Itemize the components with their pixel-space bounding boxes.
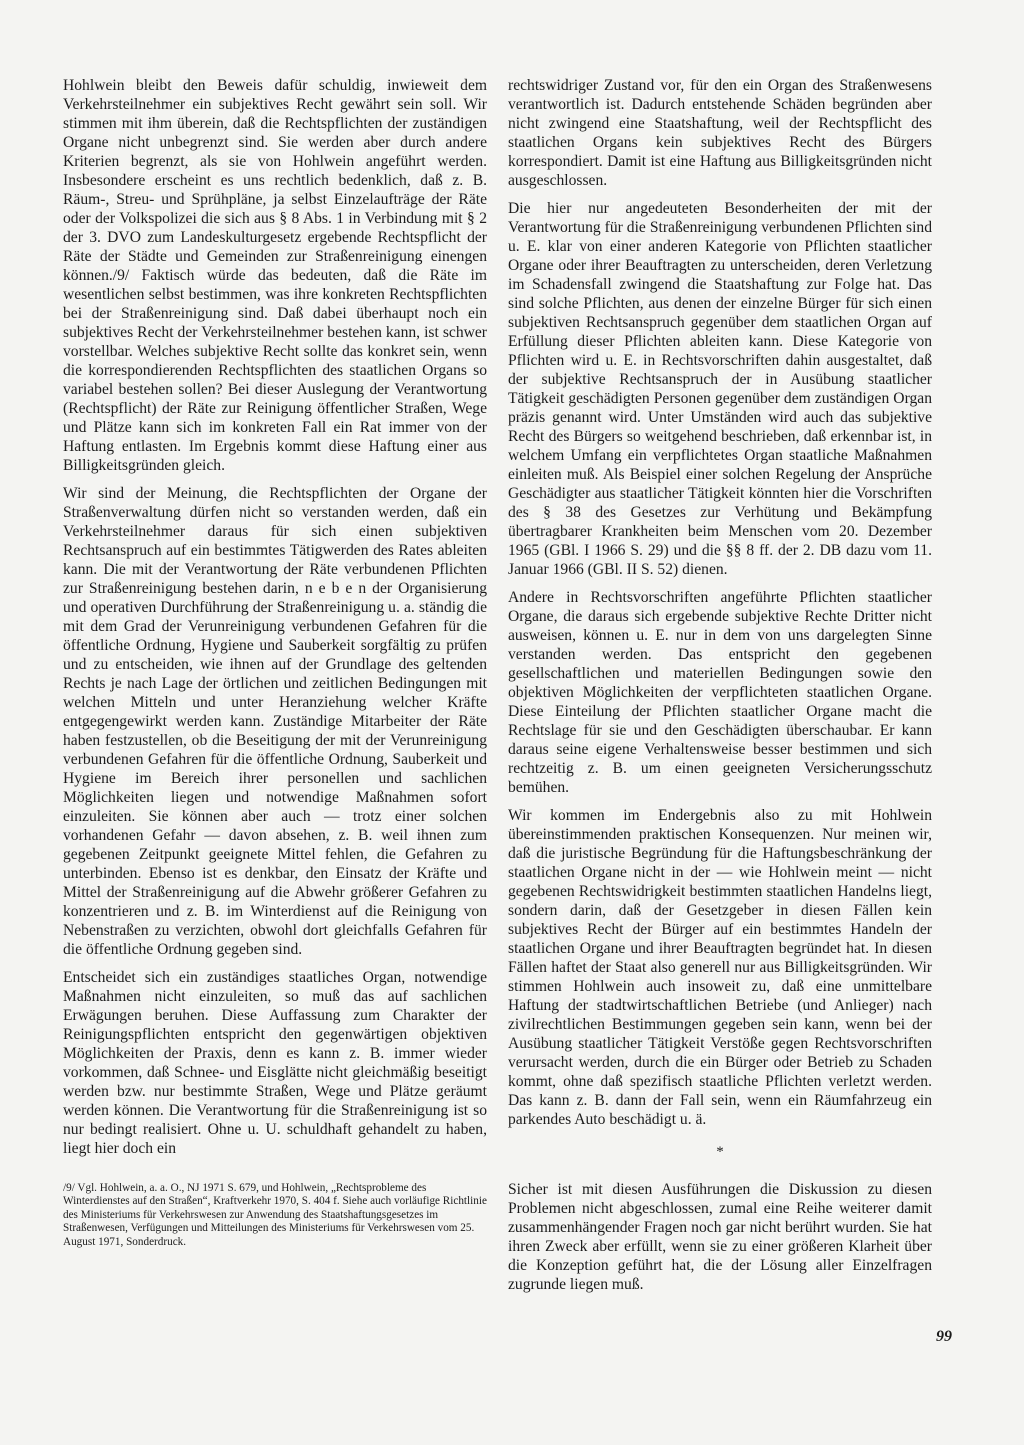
- right-column: [508, 76, 932, 1303]
- left-column: [63, 76, 487, 1249]
- body-paragraph: Wir sind der Meinung, die Rechtspflichten der Organe der Straßenverwaltung dürfen nicht so verstanden werden, daß ein Verkehrsteilnehmer daraus für sich einen subjektiven Rechtsanspruch auf ein bestimmtes Tätigwerden des Rates ableiten kann. Die mit der Verantwortung der Räte verbundenen Pflichten zur Straßenreinigung bestehen darin, n e b e n der Organisierung und operativen Durchführung der Straßenreinigung u. a. ständig die mit dem Grad der Verunreinigung verbundenen Gefahren für die öffentliche Ordnung, Hygiene und Sauberkeit sorgfältig zu prüfen und zu entscheiden, wie ihnen auf der Grundlage des geltenden Rechts je nach Lage der örtlichen und zeitlichen Bedingungen mit welchen Mitteln und unter Heranziehung welcher Kräfte entgegengewirkt werden kann. Zuständige Mitarbeiter der Räte haben festzustellen, ob die Beseitigung der mit der Verunreinigung verbundenen Gefahren für die öffentliche Ordnung, Sauberkeit und Hygiene im Bereich ihrer personellen und sachlichen Möglichkeiten liegen und notwendige Maßnahmen sofort einzuleiten. Sie können aber auch — trotz einer solchen vorhandenen Gefahr — davon absehen, z. B. weil ihnen zum gegebenen Zeitpunkt geeignete Mittel fehlen, die Gefahren zu unterbinden. Ebenso ist es denkbar, den Einsatz der Kräfte und Mittel der Straßenreinigung auf die Abwehr größerer Gefahren zu konzentrieren und z. B. im Winterdienst auf die Reinigung von Nebenstraßen zu verzichten, obwohl dort gleichfalls Gefahren für die öffentliche Ordnung gegeben sind.: [63, 485, 487, 958]
- footnote: /9/ Vgl. Hohlwein, a. a. O., NJ 1971 S. 679, und Hohlwein, „Rechtsprobleme des Winterdienstes auf den Straßen“, Kraftverkehr 1970, S. 404 f. Siehe auch vorläufige Richtlinie des Ministeriums für Verkehrswesen zur Anwendung des Staatshaftungsgesetzes im Straßenwesen, Verfügungen und Mitteilungen des Ministeriums für Verkehrswesen vom 25. August 1971, Sonderdruck.: [63, 1182, 487, 1248]
- body-paragraph: Andere in Rechtsvorschriften angeführte Pflichten staatlicher Organe, die daraus sich ergebende subjektive Rechte Dritter nicht ausweisen, können u. E. nur in dem von uns dargelegten Sinne verstanden werden. Das entspricht den gegebenen gesellschaftlichen und materiellen Bedingungen sowie den objektiven Möglichkeiten der verpflichteten staatlichen Organe. Diese Einteilung der Pflichten staatlicher Organe macht die Rechtslage für sie und den Geschädigten überschaubar. Er kann daraus seine eigene Verhaltensweise besser bestimmen und sich rechtzeitig z. B. um einen geeigneten Versicherungsschutz bemühen.: [508, 589, 932, 796]
- body-paragraph: Wir kommen im Endergebnis also zu mit Hohlwein übereinstimmenden praktischen Konsequenzen. Nur meinen wir, daß die juristische Begründung für die Haftungsbeschränkung der staatlichen Organe nicht in der — wie Hohlwein meint — nicht gegebenen Rechtswidrigkeit bestimmten staatlichen Handelns liegt, sondern darin, daß der Gesetzgeber in diesen Fällen kein subjektives Recht der Bürger auf ein bestimmtes Handeln der staatlichen Organe und ihrer Beauftragten begründet hat. In diesen Fällen haftet der Staat also generell nur aus Billigkeitsgründen. Wir stimmen Hohlwein auch insoweit zu, daß eine unmittelbare Haftung der stadtwirtschaftlichen Betriebe (und Anlieger) nach zivilrechtlichen Bestimmungen gegeben sein kann, wenn bei der Ausübung staatlicher Tätigkeit Verstöße gegen Rechtsvorschriften verursacht werden, durch die ein Bürger oder Betrieb zu Schaden kommt, ohne daß spezifisch staatliche Pflichten verletzt werden. Das kann z. B. dann der Fall sein, wenn ein Räumfahrzeug ein parkendes Auto beschädigt u. ä.: [508, 807, 932, 1128]
- closing-paragraph: Sicher ist mit diesen Ausführungen die Diskussion zu diesen Problemen nicht abgeschlossen, zumal eine Reihe weiterer damit zusammenhängender Fragen noch gar nicht berührt wurden. Sie hat ihren Zweck aber erfüllt, wenn sie zu einer größeren Klarheit über die Konzeption geführt hat, die der Lösung aller Einzelfragen zugrunde liegen muß.: [508, 1181, 932, 1293]
- body-paragraph: Hohlwein bleibt den Beweis dafür schuldig, inwieweit dem Verkehrsteilnehmer ein subjektives Recht gewährt sein soll. Wir stimmen mit ihm überein, daß die Rechtspflichten der zuständigen Organe nicht unbegrenzt sind. Sie werden aber durch andere Kriterien begrenzt, als sie von Hohlwein angeführt werden. Insbesondere erscheint es uns rechtlich bedenklich, daß z. B. Räum-, Streu- und Sprühpläne, ja selbst Einzelaufträge der Räte oder der Volkspolizei die sich aus § 8 Abs. 1 in Verbindung mit § 2 der 3. DVO zum Landeskulturgesetz ergebende Rechtspflicht der Räte der Städte und Gemeinden zur Straßenreinigung einengen können./9/ Faktisch würde das bedeuten, daß die Räte im wesentlichen selbst bestimmen, was ihre konkreten Rechtspflichten bei der Straßenreinigung sind. Daß dabei überhaupt noch ein subjektives Recht der Verkehrsteilnehmer bestehen kann, ist schwer vorstellbar. Welches subjektive Recht sollte das konkret sein, wenn die korrespondierenden Rechtspflichten des staatlichen Organs so variabel bestehen sollen? Bei dieser Auslegung der Verantwortung (Rechtspflicht) der Räte zur Reinigung öffentlicher Straßen, Wege und Plätze kann sich im konkreten Fall ein Rat immer von der Haftung entlasten. Im Ergebnis kommt diese Haftung einer aus Billigkeitsgründen gleich.: [63, 77, 487, 474]
- body-paragraph: rechtswidriger Zustand vor, für den ein Organ des Straßenwesens verantwortlich ist. Dadurch entstehende Schäden begründen aber nicht zwingend eine Staatshaftung, weil der Rechtspflicht des staatlichen Organs kein subjektives Recht des Bürgers korrespondiert. Damit ist eine Haftung aus Billigkeitsgründen nicht ausgeschlossen.: [508, 77, 932, 189]
- section-divider: *: [716, 1144, 724, 1160]
- body-paragraph: Die hier nur angedeuteten Besonderheiten der mit der Verantwortung für die Straßenreinigung verbundenen Pflichten sind u. E. klar von einer anderen Kategorie von Pflichten staatlicher Organe oder ihrer Beauftragten zu unterscheiden, deren Verletzung im Schadensfall zwingend die Staatshaftung zur Folge hat. Das sind solche Pflichten, aus denen der einzelne Bürger für sich einen subjektiven Rechtsanspruch gegenüber dem staatlichen Organ auf Erfüllung dieser Pflichten ableiten kann. Diese Kategorie von Pflichten wird u. E. in Rechtsvorschriften dahin ausgestaltet, daß der subjektive Rechtsanspruch der in Ausübung staatlicher Tätigkeit geschädigten Personen gegenüber dem zuständigen Organ präzis genannt wird. Unter Umständen wird auch das subjektive Recht des Bürgers so weitgehend beschrieben, daß erkennbar ist, in welchem Umfang ein verpflichtetes Organ staatliche Maßnahmen einleiten muß. Als Beispiel einer solchen Regelung der Ansprüche Geschädigter aus staatlicher Tätigkeit könnten hier die Vorschriften des § 38 des Gesetzes zur Verhütung und Bekämpfung übertragbarer Krankheiten beim Menschen vom 20. Dezember 1965 (GBl. I 1966 S. 29) und die §§ 8 ff. der 2. DB dazu vom 11. Januar 1966 (GBl. II S. 52) dienen.: [508, 200, 932, 578]
- body-paragraph: Entscheidet sich ein zuständiges staatliches Organ, notwendige Maßnahmen nicht einzuleiten, so muß das auf sachlichen Erwägungen beruhen. Diese Auffassung zum Charakter der Reinigungspflichten entspricht den gegenwärtigen objektiven Möglichkeiten der Praxis, denn es kann z. B. immer wieder vorkommen, daß Schnee- und Eisglätte nicht gleichmäßig beseitigt werden bzw. nur bestimmte Straßen, Wege und Plätze geräumt werden können. Die Verantwortung für die Straßenreinigung ist so nur bedingt realisiert. Ohne u. U. schuldhaft gehandelt zu haben, liegt hier doch ein: [63, 969, 487, 1157]
- page-number: 99: [936, 1328, 952, 1345]
